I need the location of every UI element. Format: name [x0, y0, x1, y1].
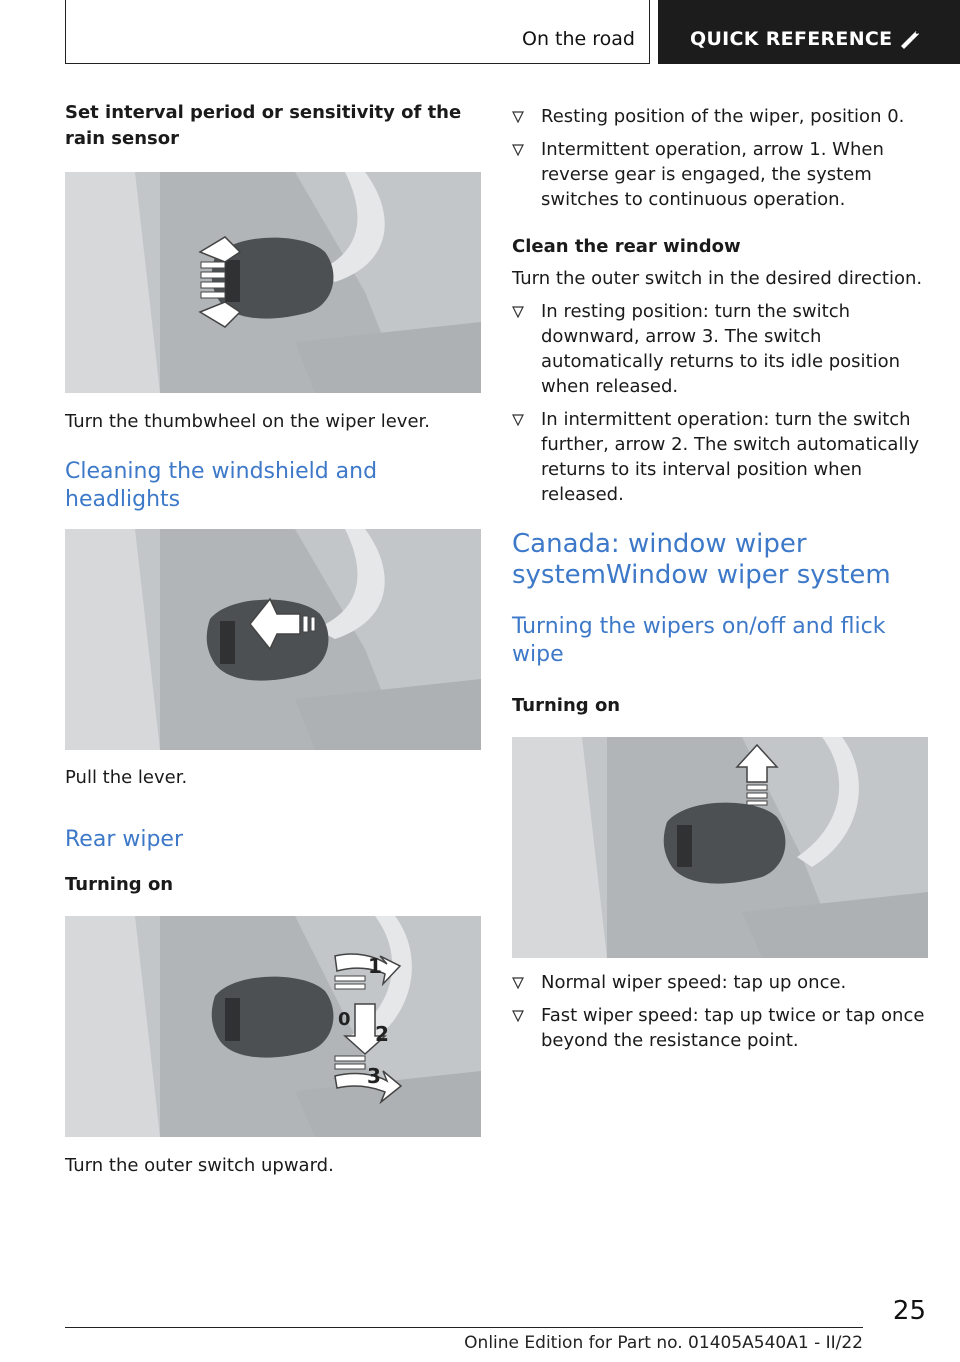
turning-wipers-heading: Turning the wipers on/off and flick wipe	[512, 614, 886, 667]
list-item: Normal wiper speed: tap up once.	[512, 970, 928, 995]
triangle-bullet-icon	[512, 144, 524, 156]
triangle-bullet-icon	[512, 977, 524, 989]
page-number: 25	[892, 1296, 926, 1326]
outer-switch-instruction: Turn the outer switch upward.	[65, 1155, 334, 1176]
list-item: Fast wiper speed: tap up twice or tap once beyond the resistance point.	[512, 1003, 928, 1053]
footer-divider	[65, 1327, 863, 1328]
header-section-title: On the road	[522, 28, 635, 50]
canada-heading: Canada: window wiper systemWindow wiper system	[512, 529, 891, 590]
footer-edition: Online Edition for Part no. 01405A540A1 - II/22	[464, 1333, 863, 1353]
figure-pull-lever	[65, 529, 481, 750]
triangle-bullet-icon	[512, 414, 524, 426]
clean-rear-instruction: Turn the outer switch in the desired direction.	[512, 268, 923, 289]
header-chapter-title: QUICK REFERENCE	[690, 28, 893, 50]
rear-clean-list	[512, 299, 928, 507]
right-column	[512, 98, 928, 1053]
header-section-tab	[65, 0, 650, 64]
cleaning-heading: Cleaning the windshield and headlights	[65, 459, 378, 512]
clean-rear-heading: Clean the rear window	[512, 236, 741, 257]
list-item: Intermittent operation, arrow 1. When reverse gear is engaged, the system switches to continuous operation.	[512, 137, 928, 212]
left-column	[65, 98, 481, 1178]
figure-tap-up	[512, 737, 928, 958]
header-chapter-tab	[658, 0, 960, 64]
rain-sensor-heading: Set interval period or sensitivity of the rain sensor	[65, 102, 462, 149]
figure-outer-switch	[65, 916, 481, 1137]
triangle-bullet-icon	[512, 1010, 524, 1022]
figure-thumbwheel	[65, 172, 481, 393]
wiper-speed-list	[512, 970, 928, 1053]
rear-turning-on-heading: Turning on	[65, 874, 174, 895]
triangle-bullet-icon	[512, 306, 524, 318]
figure-label-1: 1	[368, 954, 382, 978]
thumbwheel-instruction: Turn the thumbwheel on the wiper lever.	[65, 411, 431, 432]
wrench-icon	[898, 28, 922, 52]
list-item: In intermittent operation: turn the switch further, arrow 2. The switch automatically returns to its interval position when released.	[512, 407, 928, 507]
list-item: Resting position of the wiper, position 0.	[512, 104, 928, 129]
figure-label-3: 3	[367, 1064, 381, 1088]
pull-lever-instruction: Pull the lever.	[65, 767, 188, 788]
rear-wiper-heading: Rear wiper	[65, 827, 184, 852]
figure-label-2: 2	[375, 1022, 389, 1046]
figure-label-0: 0	[338, 1009, 351, 1030]
triangle-bullet-icon	[512, 111, 524, 123]
turning-on-heading: Turning on	[512, 695, 621, 716]
list-item: In resting position: turn the switch downward, arrow 3. The switch automatically returns to its idle position when released.	[512, 299, 928, 399]
wiper-position-list	[512, 104, 928, 212]
